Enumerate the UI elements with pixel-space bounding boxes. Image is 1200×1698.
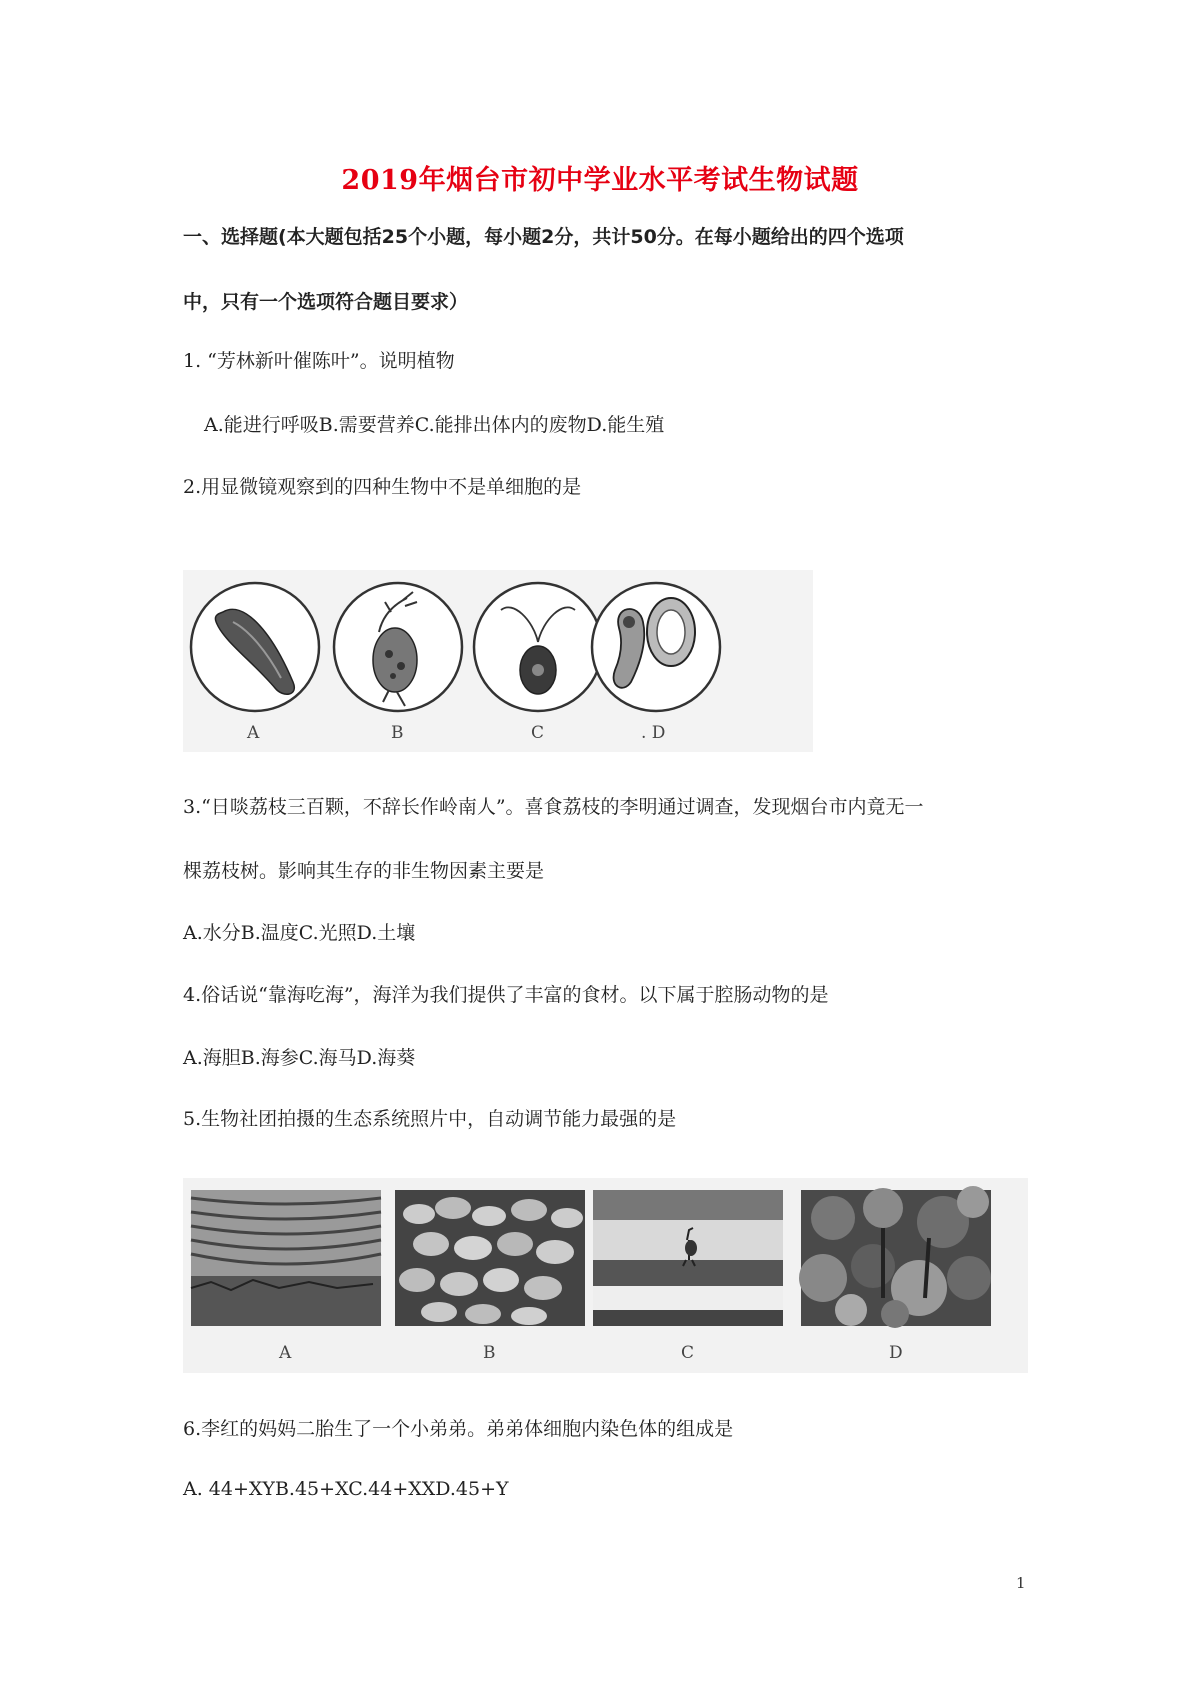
organism-d-yeast (592, 583, 720, 711)
question-6-stem: 6.李红的妈妈二胎生了一个小弟弟。弟弟体细胞内染色体的组成是 (183, 1418, 734, 1440)
figure2-label-c: C (681, 1343, 695, 1363)
photo-c-wetland (593, 1190, 783, 1326)
figure2-label-b: B (483, 1343, 496, 1363)
question-1-stem: 1. “芳林新叶催陈叶”。说明植物 (183, 350, 455, 372)
section-heading-line2: 中，只有一个选项符合题目要求） (183, 291, 469, 313)
question-4-stem: 4.俗话说“靠海吃海”，海洋为我们提供了丰富的食材。以下属于腔肠动物的是 (183, 984, 829, 1006)
question-3-stem-line1: 3.“日啖荔枝三百颗，不辞长作岭南人”。喜食荔枝的李明通过调查，发现烟台市内竟无一 (183, 796, 924, 818)
section-heading-line1: 一、选择题(本大题包括25个小题，每小题2分，共计50分。在每小题给出的四个选项 (183, 226, 904, 248)
figure1-label-d: . D (641, 723, 666, 743)
question-3-stem-line2: 棵荔枝树。影响其生存的非生物因素主要是 (183, 860, 545, 882)
figure1-label-c: C (531, 723, 545, 743)
figure2-label-a: A (279, 1343, 292, 1363)
figure1-label-a: A (247, 723, 260, 743)
page-title: 2019年烟台市初中学业水平考试生物试题 (341, 165, 859, 196)
question-3-options: A.水分B.温度C.光照D.土壤 (183, 922, 416, 944)
question-5-figure (183, 1178, 1028, 1373)
figure1-label-b: B (391, 723, 404, 743)
photo-d-forest (799, 1186, 991, 1328)
photo-b-lotus-pond (395, 1190, 585, 1326)
question-5-stem: 5.生物社团拍摄的生态系统照片中，自动调节能力最强的是 (183, 1108, 677, 1130)
question-6-options: A. 44+XYB.45+XC.44+XXD.45+Y (183, 1478, 509, 1500)
organism-a-paramecium (191, 583, 319, 711)
organism-b-multicellular (334, 583, 462, 711)
page-number: 1 (1016, 1574, 1026, 1592)
question-4-options: A.海胆B.海参C.海马D.海葵 (183, 1047, 416, 1069)
figure2-label-d: D (889, 1343, 903, 1363)
question-1-options: A.能进行呼吸B.需要营养C.能排出体内的废物D.能生殖 (204, 414, 665, 436)
organism-c-chlamydomonas (474, 583, 602, 711)
question-2-figure (183, 570, 813, 752)
question-2-stem: 2.用显微镜观察到的四种生物中不是单细胞的是 (183, 476, 582, 498)
photo-a-farmland (191, 1190, 381, 1326)
